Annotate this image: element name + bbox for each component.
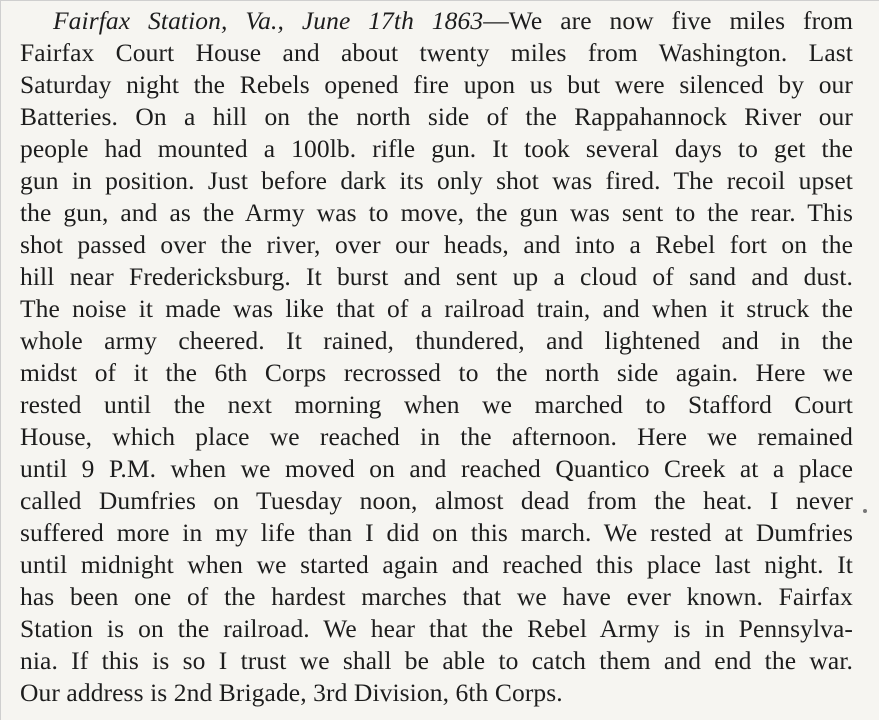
text-line: shot passed over the river, over our heads, and into a Rebel fort on the [20,230,853,259]
text-line: has been one of the hardest marches that we have ever known. Fairfax [20,582,853,611]
text-line: whole army cheered. It rained, thundered, and lightened and in the [20,326,853,355]
text-line: Batteries. On a hill on the north side of the Rappahannock River our [20,102,853,131]
text-line: until midnight when we started again and reached this place last night. It [20,550,853,579]
text-line: Station is on the railroad. We hear that the Rebel Army is in Pennsylva- [20,614,853,643]
dateline: Fairfax Station, Va., June 17th 1863 [53,6,484,35]
text-line: midst of it the 6th Corps recrossed to the north side again. Here we [20,358,853,387]
text-line: Fairfax Court House and about twenty miles from Washington. Last [20,38,853,67]
text-line: called Dumfries on Tuesday noon, almost dead from the heat. I never [20,486,853,515]
text-line: until 9 P.M. when we moved on and reached Quantico Creek at a place [20,454,853,483]
text-line: Our address is 2nd Brigade, 3rd Division, 6th Corps. [20,678,563,707]
text-line [53,6,853,36]
text-line: nia. If this is so I trust we shall be able to catch them and end the war. [20,646,853,675]
text-line: House, which place we reached in the afternoon. Here we remained [20,422,853,451]
text-line: rested until the next morning when we marched to Stafford Court [20,390,853,419]
text-line: people had mounted a 100lb. rifle gun. It took several days to get the [20,134,853,163]
text-line: the gun, and as the Army was to move, the gun was sent to the rear. This [20,198,853,227]
text-line: hill near Fredericksburg. It burst and sent up a cloud of sand and dust. [20,262,853,291]
first-line-text: —We are now five miles from [483,6,854,35]
text-line: Saturday night the Rebels opened fire upon us but were silenced by our [20,70,853,99]
text-line: The noise it made was like that of a railroad train, and when it struck the [20,294,853,323]
text-line: gun in position. Just before dark its only shot was fired. The recoil upset [20,166,853,195]
ink-speck [863,509,867,513]
text-line: suffered more in my life than I did on this march. We rested at Dumfries [20,518,853,547]
